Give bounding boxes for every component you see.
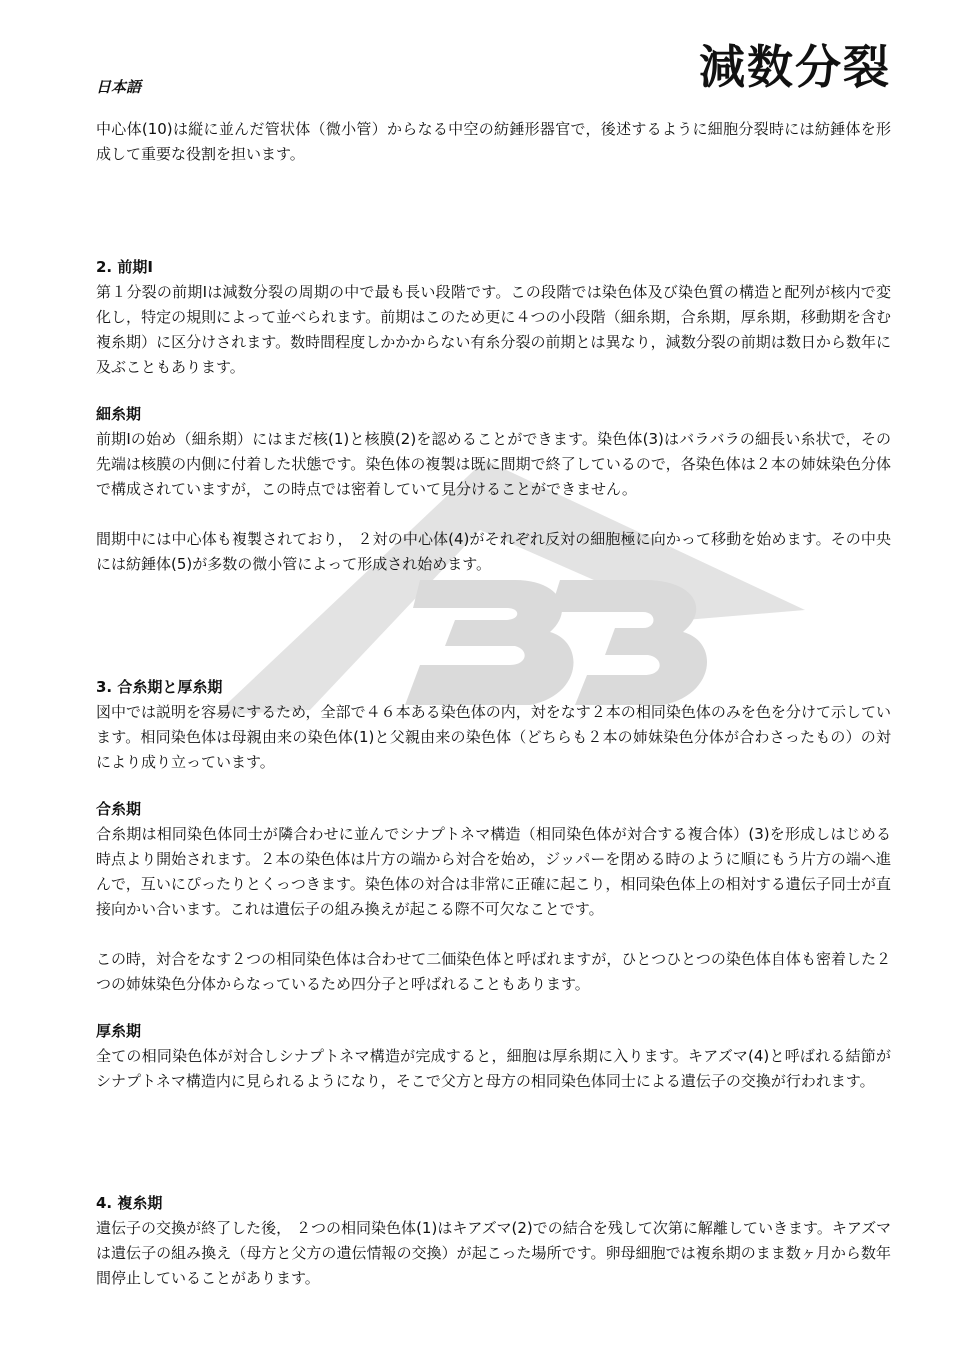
- section-2-heading: 2. 前期Ⅰ: [96, 258, 153, 276]
- section-3-heading: 3. 合糸期と厚糸期: [96, 678, 223, 696]
- pachytene-heading: 厚糸期: [96, 1022, 142, 1040]
- language-label: 日本語: [96, 78, 142, 96]
- leptotene-paragraph: 前期Ⅰの始め（細糸期）にはまだ核(1)と核膜(2)を認めることができます。染色体(3)はバラバラの細長い糸状で，その先端は核膜の内側に付着した状態です。染色体の複製は既に間期で終了しているので，各染色体は２本の姉妹染色分体で構成されていますが，この時点では密着していて見分けることができません。: [96, 430, 891, 498]
- intro-paragraph: 中心体(10)は縦に並んだ管状体（微小管）からなる中空の紡錘形器官で，後述するように細胞分裂時には紡錘体を形成して重要な役割を担います。: [96, 120, 891, 163]
- leptotene-heading: 細糸期: [96, 405, 142, 423]
- section-3-paragraph: 図中では説明を容易にするため，全部で４６本ある染色体の内，対をなす２本の相同染色体のみを色を分けて示しています。相同染色体は母親由来の染色体(1)と父親由来の染色体（どちらも２本の姉妹染色分体が合わさったもの）の対により成り立っています。: [96, 703, 891, 771]
- section-4-paragraph: 遺伝子の交換が終了した後， ２つの相同染色体(1)はキアズマ(2)での結合を残して次第に解離していきます。キアズマは遺伝子の組み換え（母方と父方の遺伝情報の交換）が起こった場所です。卵母細胞では複糸期のまま数ヶ月から数年間停止していることがあります。: [96, 1219, 891, 1287]
- page-header: [96, 40, 891, 110]
- zygotene-paragraph-2: この時，対合をなす２つの相同染色体は合わせて二価染色体と呼ばれますが，ひとつひとつの染色体自体も密着した２つの姉妹染色分体からなっているため四分子と呼ばれることもあります。: [96, 950, 891, 993]
- section-4-heading: 4. 複糸期: [96, 1194, 163, 1212]
- document-body: [96, 117, 891, 1291]
- page-title: 減数分裂: [699, 40, 891, 94]
- pachytene-paragraph: 全ての相同染色体が対合しシナプトネマ構造が完成すると，細胞は厚糸期に入ります。キアズマ(4)と呼ばれる結節がシナプトネマ構造内に見られるようになり，そこで父方と母方の相同染色体同士による遺伝子の交換が行われます。: [96, 1047, 891, 1090]
- section-2-paragraph: 第１分裂の前期Ⅰは減数分裂の周期の中で最も長い段階です。この段階では染色体及び染色質の構造と配列が核内で変化し，特定の規則によって並べられます。前期はこのため更に４つの小段階（細糸期，合糸期，厚糸期，移動期を含む複糸期）に区分けされます。数時間程度しかかからない有糸分裂の前期とは異なり，減数分裂の前期は数日から数年に及ぶこともあります。: [96, 283, 891, 376]
- zygotene-paragraph: 合糸期は相同染色体同士が隣合わせに並んでシナプトネマ構造（相同染色体が対合する複合体）(3)を形成しはじめる時点より開始されます。２本の染色体は片方の端から対合を始め，ジッパーを閉める時のように順にもう片方の端へ進んで，互いにぴったりとくっつきます。染色体の対合は非常に正確に起こり，相同染色体上の相対する遺伝子同士が直接向かい合います。これは遺伝子の組み換えが起こる際不可欠なことです。: [96, 825, 891, 918]
- leptotene-paragraph-2: 間期中には中心体も複製されており， ２対の中心体(4)がそれぞれ反対の細胞極に向かって移動を始めます。その中央には紡錘体(5)が多数の微小管によって形成され始めます。: [96, 530, 891, 573]
- zygotene-heading: 合糸期: [96, 800, 142, 818]
